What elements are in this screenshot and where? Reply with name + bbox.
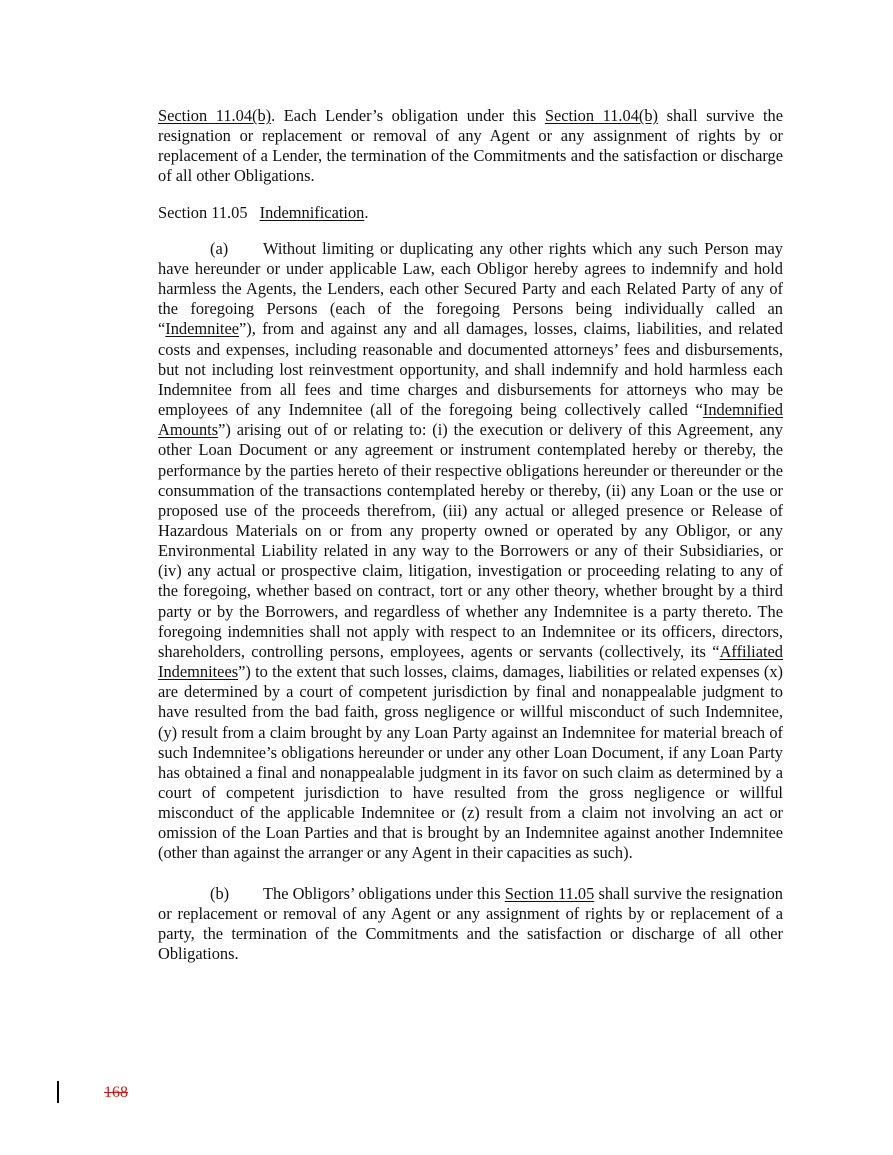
paragraph-text: ”) to the extent that such losses, claims, damages, liabilities or related expenses (x) are determined by a court of competent jurisdiction by final and nonappealable judgment to have resulted from the bad faith, gross negligence or willful misconduct of such Indemnitee, (y) result from a claim brought by any Loan Party against an Indemnitee for material breach of such Indemnitee’s obligations hereunder or under any other Loan Document, if any Loan Party has obtained a final and nonappealable judgment in its favor on such claim as determined by a court of competent jurisdiction to have resulted from the gross negligence or willful misconduct of the applicable Indemnitee or (z) result from a claim not involving an act or omission of the Loan Parties and that is brought by an Indemnitee against another Indemnitee (other than against the arranger or any Agent in their capacities as such).: [158, 662, 783, 863]
paragraph-text: shall survive the resignation or replacement or removal of any Agent or any assignment of rights by or replacement of a party, the termination of the Commitments and the satisfaction or discharge of all other Obligations.: [158, 883, 783, 964]
section-title: Indemnification: [259, 202, 365, 222]
paragraph-text: Without limiting or duplicating any other rights which any such Person may have hereunder or under applicable Law, each Obligor hereby agrees to indemnify and hold harmless the Agents, the Lenders, each other Secured Party and each Related Party of any of the foregoing Persons (each of the foregoing Persons being individually called an “: [158, 238, 783, 339]
paragraph-text: The Obligors’ obligations under this: [263, 883, 505, 903]
section-heading: [158, 203, 783, 223]
paragraph-text: shall survive the resignation or replacement or removal of any Agent or any assignment of rights by or replacement of a Lender, the termination of the Commitments and the satisfaction or discharge of all other Obligations.: [158, 106, 783, 186]
defined-term: Indemnitee: [165, 319, 240, 339]
section-reference: Section 11.05: [504, 883, 595, 903]
change-bar: [57, 1081, 59, 1103]
defined-term: Indemnified Amounts: [158, 400, 783, 440]
indemnification-paragraph-b: [158, 884, 783, 965]
clause-label: (a): [210, 238, 229, 258]
section-number: Section 11.05: [158, 202, 248, 222]
paragraph-text: . Each Lender’s obligation under this: [271, 106, 545, 125]
heading-period: .: [364, 202, 369, 222]
paragraph-text: ”), from and against any and all damages, losses, claims, liabilities, and related costs and expenses, including reasonable and documented attorneys’ fees and disbursements, but not including lost reinvestment opportunity, and shall indemnify and hold harmless each Indemnitee from all fees and time charges and disbursements for attorneys who may be employees of any Indemnitee (all of the foregoing being collectively called “: [158, 319, 783, 420]
survival-paragraph: [158, 106, 783, 187]
section-reference: Section 11.04(b): [544, 106, 658, 125]
section-reference: Section 11.04(b): [158, 106, 272, 125]
page-number: 168: [104, 1084, 128, 1101]
document-body: [158, 106, 783, 964]
indemnification-paragraph-a: [158, 239, 783, 864]
paragraph-text: ”) arising out of or relating to: (i) the execution or delivery of this Agreement, any other Loan Document or any agreement or instrument contemplated hereby or thereby, the performance by the parties hereto of their respective obligations hereunder or thereunder or the consummation of the transactions contemplated hereby or thereby, (ii) any Loan or the use or proposed use of the proceeds therefrom, (iii) any actual or alleged presence or Release of Hazardous Materials on or from any property owned or operated by any Obligor, or any Environmental Liability related in any way to the Borrowers or any of their Subsidiaries, or (iv) any actual or prospective claim, litigation, investigation or proceeding relating to any of the foregoing, whether based on contract, tort or any other theory, whether brought by a third party or by the Borrowers, and regardless of whether any Indemnitee is a party thereto. The foregoing indemnities shall not apply with respect to an Indemnitee or its officers, directors, shareholders, controlling persons, employees, agents or servants (collectively, its “: [158, 420, 783, 661]
defined-term: Affiliated Indemnitees: [158, 641, 783, 682]
clause-label: (b): [210, 883, 230, 903]
